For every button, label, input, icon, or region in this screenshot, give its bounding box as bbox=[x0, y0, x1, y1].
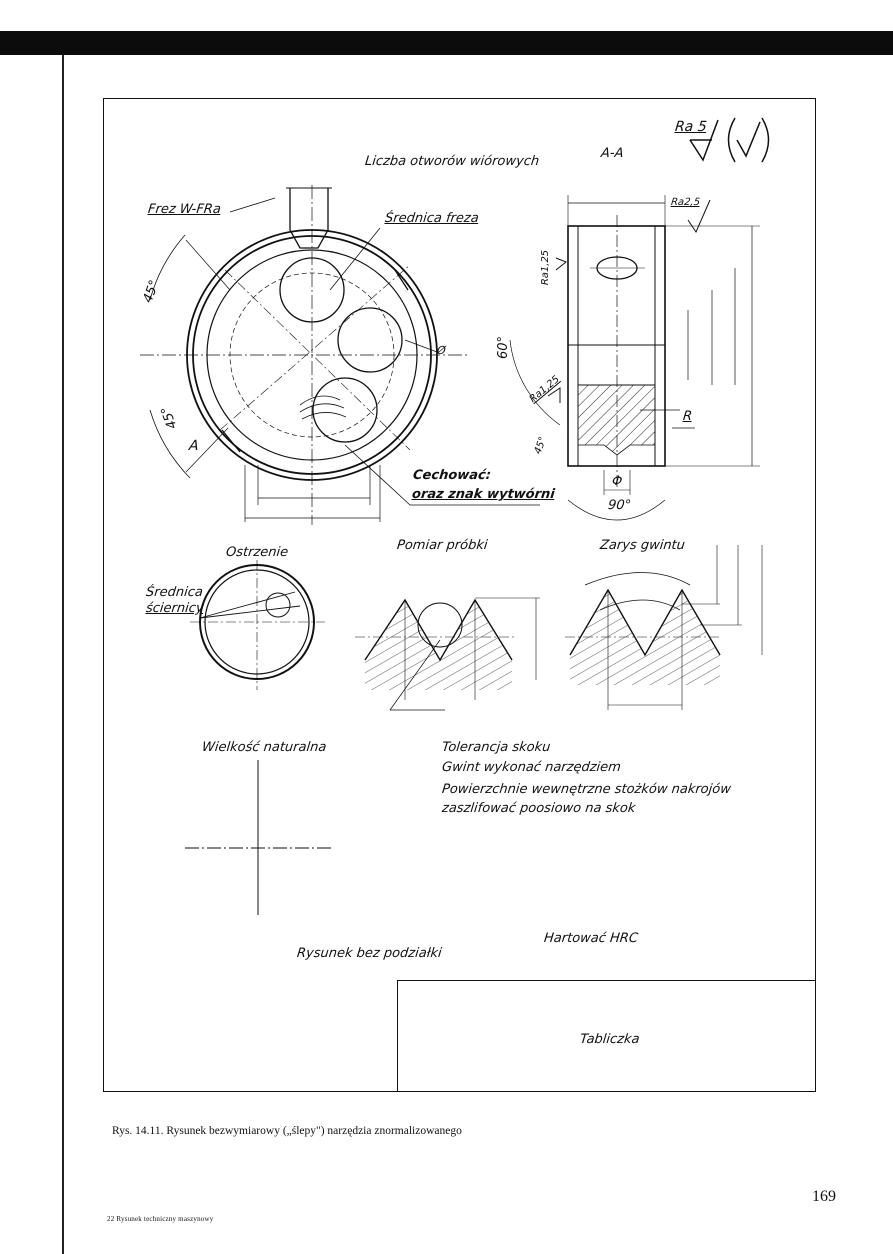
inner-surfaces-note: Powierzchnie wewnętrzne stożków nakrojów bbox=[441, 782, 732, 797]
cutter-label: Frez W-FRa bbox=[147, 202, 222, 217]
angle-45-upper-label: 45° bbox=[140, 278, 163, 305]
phi-label: Φ bbox=[611, 474, 624, 489]
page-footer: 22 Rysunek techniczny maszynowy bbox=[107, 1215, 214, 1223]
page-number: 169 bbox=[812, 1188, 836, 1205]
grinding-wheel-label: ściernicy bbox=[145, 601, 205, 616]
sharpening-detail bbox=[190, 560, 325, 690]
section-a-a-label: A-A bbox=[600, 146, 625, 161]
natural-size-crosshair bbox=[185, 760, 333, 915]
thread-tool-note: Gwint wykonać narzędziem bbox=[441, 760, 622, 775]
angle-45-small-label: 45° bbox=[532, 435, 550, 456]
radius-label: R bbox=[682, 409, 693, 424]
grind-axially-note: zaszlifować poosiowo na skok bbox=[441, 801, 637, 816]
sharpening-label: Ostrzenie bbox=[225, 545, 289, 560]
manufacturer-mark-label: oraz znak wytwórni bbox=[411, 487, 556, 502]
sample-measure-detail bbox=[355, 598, 540, 710]
ra-1-25-label: Ra1,25 bbox=[527, 373, 562, 406]
sample-measure-label: Pomiar próbki bbox=[396, 538, 489, 553]
section-letter-a: A bbox=[188, 438, 200, 454]
title-block-label: Tabliczka bbox=[579, 1032, 641, 1047]
hardening-note: Hartować HRC bbox=[543, 931, 639, 946]
chip-holes-count-label: Liczba otworów wiórowych bbox=[364, 154, 540, 169]
cutter-diameter-label: Średnica freza bbox=[384, 211, 480, 226]
wheel-diameter-label: Średnica bbox=[145, 585, 204, 600]
angle-90-label: 90° bbox=[607, 498, 632, 513]
pitch-tolerance-note: Tolerancja skoku bbox=[441, 740, 552, 755]
angle-45-lower-label: 45° bbox=[158, 404, 181, 431]
thread-profile-detail bbox=[565, 545, 762, 710]
ra-1-25-vertical-label: Ra1,25 bbox=[540, 249, 552, 286]
thread-profile-label: Zarys gwintu bbox=[599, 538, 686, 553]
figure-caption: Rys. 14.11. Rysunek bezwymiarowy („ślepy") narzędzia znormalizowanego bbox=[112, 1125, 462, 1137]
natural-size-label: Wielkość naturalna bbox=[201, 740, 328, 755]
angle-60-label: 60° bbox=[496, 335, 512, 360]
die-section-view bbox=[510, 195, 760, 520]
no-scale-label: Rysunek bez podziałki bbox=[296, 946, 443, 961]
roughness-ra5-label: Ra 5 bbox=[674, 119, 708, 135]
ra-2-5-label: Ra2,5 bbox=[670, 197, 701, 208]
diameter-symbol: Ø bbox=[436, 344, 447, 357]
marking-label: Cechować: bbox=[412, 468, 492, 483]
